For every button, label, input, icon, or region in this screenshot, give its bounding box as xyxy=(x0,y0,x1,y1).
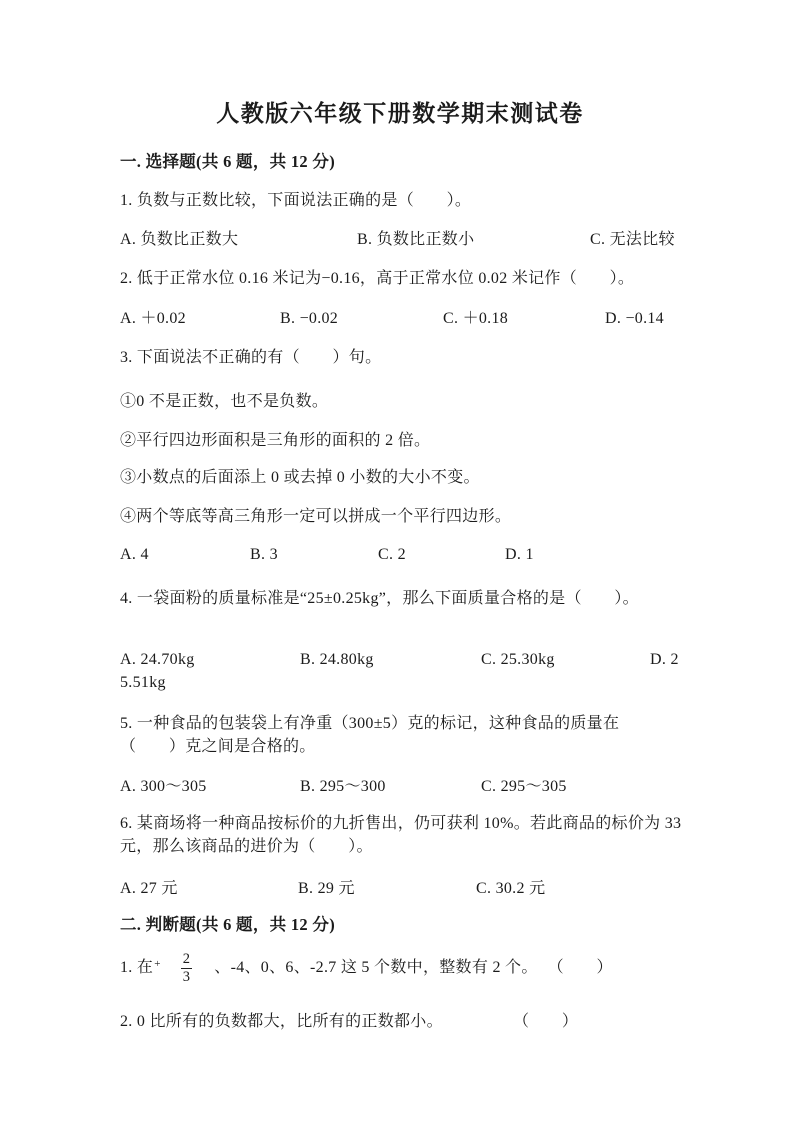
question-1-option-a: A. 负数比正数大 xyxy=(120,231,239,248)
question-3-options xyxy=(0,543,800,567)
judge-2-line xyxy=(120,1010,579,1034)
question-1-text: 1. 负数与正数比较，下面说法正确的是（ ）。 xyxy=(120,192,472,209)
question-6-option-c: C. 30.2 元 xyxy=(476,880,546,897)
question-3-option-c: C. 2 xyxy=(378,546,406,563)
fraction-numerator: 2 xyxy=(182,950,191,967)
fraction-denominator: 3 xyxy=(182,968,191,985)
question-5-text-line2: （ ）克之间是合格的。 xyxy=(120,738,316,755)
question-6-text-line2: 元，那么该商品的进价为（ ）。 xyxy=(120,838,373,855)
question-4-text: 4. 一袋面粉的质量标准是“25±0.25kg”，那么下面质量合格的是（ ）。 xyxy=(120,590,639,607)
question-1-options xyxy=(0,228,800,252)
question-5-text-line1: 5. 一种食品的包装袋上有净重（300±5）克的标记，这种食品的质量在 xyxy=(120,715,620,732)
question-5-option-c: C. 295～305 xyxy=(481,778,567,795)
question-3-option-b: B. 3 xyxy=(250,546,278,563)
judge-1-answer-blank: （ ） xyxy=(547,959,613,976)
section-judge-heading: 二. 判断题(共 6 题，共 12 分) xyxy=(120,915,335,934)
question-3-option-a: A. 4 xyxy=(120,546,149,563)
section-choice-heading: 一. 选择题(共 6 题，共 12 分) xyxy=(120,152,335,171)
question-3-option-d: D. 1 xyxy=(505,546,534,563)
question-2-option-b: B. −0.02 xyxy=(280,310,339,327)
question-6-option-b: B. 29 元 xyxy=(298,880,355,897)
question-6-option-a: A. 27 元 xyxy=(120,880,178,897)
question-2-option-c: C. ＋0.18 xyxy=(443,310,509,327)
plus-sign: + xyxy=(154,958,161,970)
question-6-options xyxy=(0,877,800,901)
fraction-two-thirds xyxy=(181,951,193,985)
question-2-option-a: A. ＋0.02 xyxy=(120,310,186,327)
statement-4: ④两个等底等高三角形一定可以拼成一个平行四边形。 xyxy=(120,508,512,525)
page-title: 人教版六年级下册数学期末测试卷 xyxy=(216,101,584,126)
question-4-options xyxy=(0,648,800,672)
statement-3: ③小数点的后面添上 0 或去掉 0 小数的大小不变。 xyxy=(120,469,480,486)
question-4-option-d-wrapped: 5.51kg xyxy=(120,674,166,691)
statement-1: ①0 不是正数，也不是负数。 xyxy=(120,393,329,410)
question-4-option-c: C. 25.30kg xyxy=(481,651,555,668)
judge-2-text: 2. 0 比所有的负数都大，比所有的正数都小。 xyxy=(120,1013,443,1030)
question-1-option-b: B. 负数比正数小 xyxy=(357,231,475,248)
question-6-text-line1: 6. 某商场将一种商品按标价的九折售出，仍可获利 10%。若此商品的标价为 33 xyxy=(120,815,682,832)
question-2-text: 2. 低于正常水位 0.16 米记为−0.16，高于正常水位 0.02 米记作（ ）。 xyxy=(120,270,635,287)
question-2-options xyxy=(0,307,800,331)
question-2-option-d: D. −0.14 xyxy=(605,310,664,327)
judge-1-text: 、-4、0、6、-2.7 这 5 个数中，整数有 2 个。 xyxy=(214,959,538,976)
judge-1-prefix: 1. 在 xyxy=(120,959,154,976)
statement-2: ②平行四边形面积是三角形的面积的 2 倍。 xyxy=(120,432,431,449)
question-5-options xyxy=(0,775,800,799)
question-4-option-a: A. 24.70kg xyxy=(120,651,195,668)
judge-2-answer-blank: （ ） xyxy=(513,1013,579,1030)
question-5-option-a: A. 300～305 xyxy=(120,778,207,795)
question-3-text: 3. 下面说法不正确的有（ ）句。 xyxy=(120,349,382,366)
question-5-option-b: B. 295～300 xyxy=(300,778,386,795)
judge-1-line xyxy=(120,942,613,994)
question-4-option-d: D. 2 xyxy=(650,651,679,668)
question-4-option-b: B. 24.80kg xyxy=(300,651,374,668)
question-1-option-c: C. 无法比较 xyxy=(590,231,675,248)
